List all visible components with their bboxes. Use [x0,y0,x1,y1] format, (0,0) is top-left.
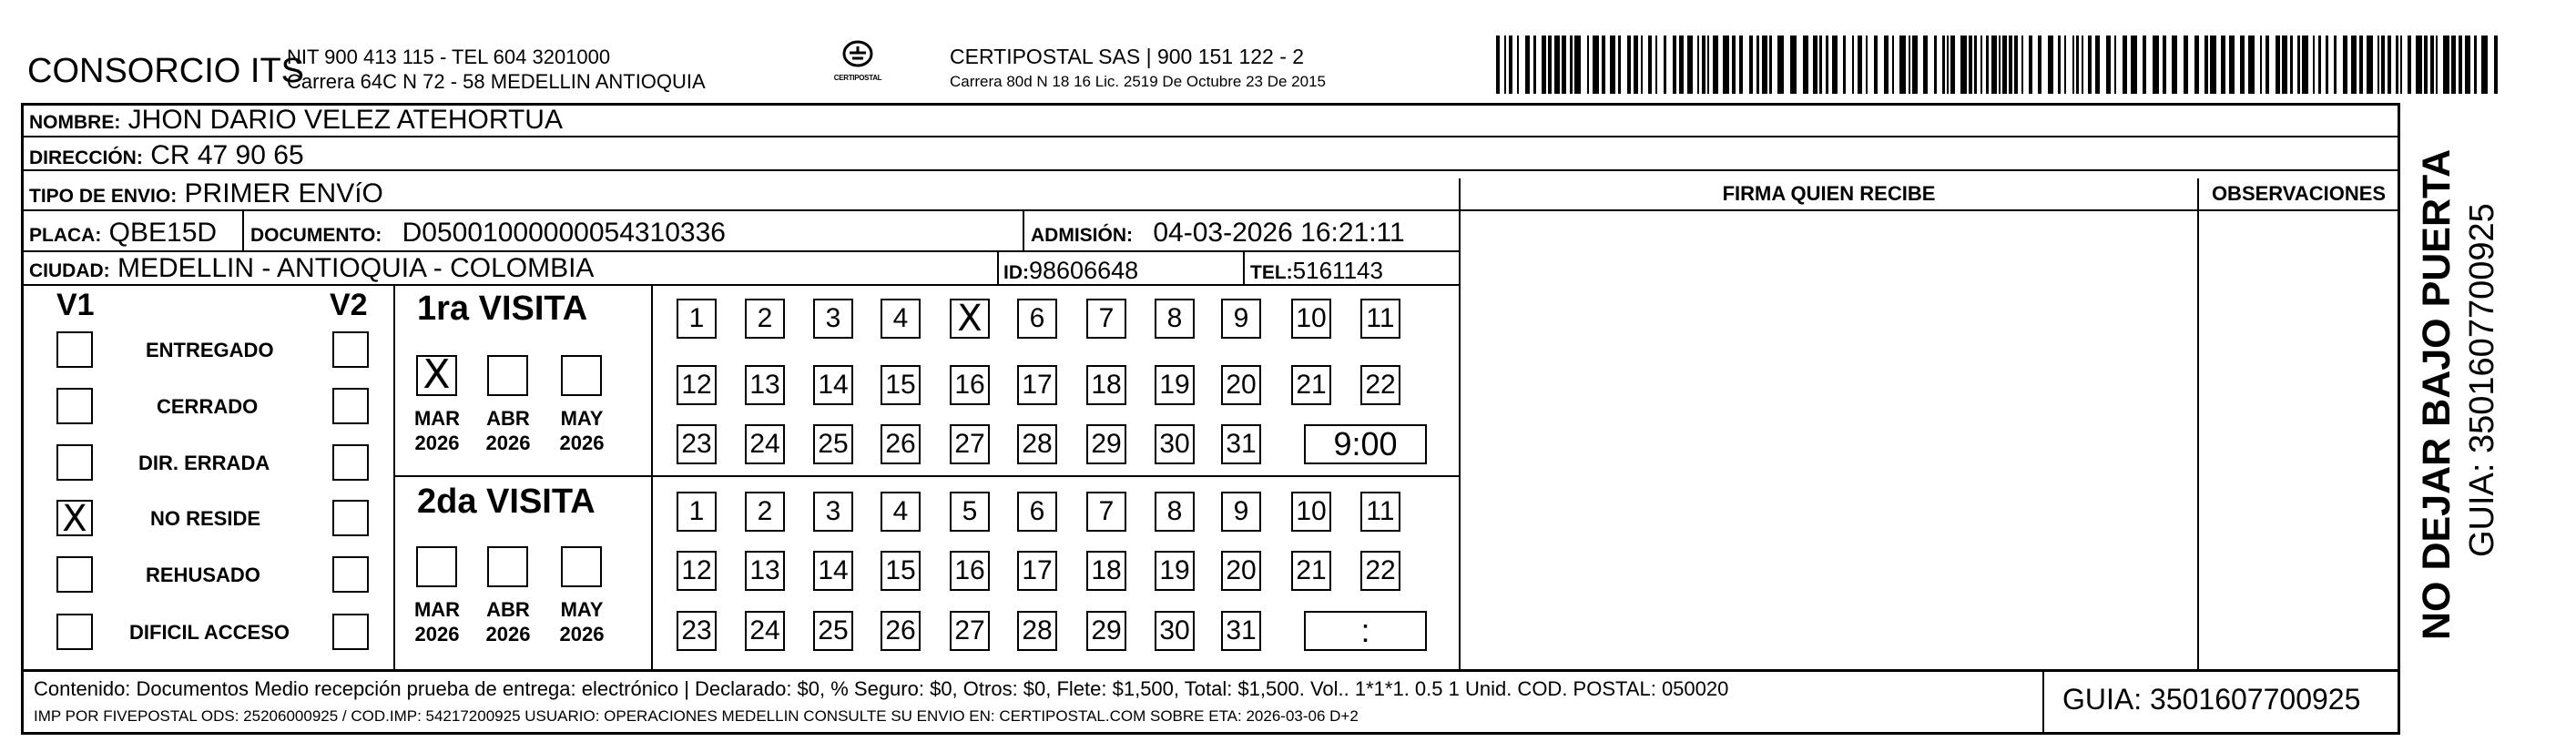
barcode-stripe [2082,36,2083,94]
barcode-stripe [1697,36,1699,94]
barcode-stripe [1950,36,1955,94]
barcode-stripe [2388,36,2391,94]
v1-header: V1 [56,288,95,322]
day-box[interactable]: 24 [745,424,785,464]
month-mark: X [423,351,451,398]
logo-icon [840,38,876,69]
day-box[interactable]: 28 [1017,424,1057,464]
barcode-icon [1496,36,2504,94]
barcode-stripe [1570,36,1573,94]
day-box[interactable]: 15 [881,551,921,591]
day-box[interactable]: 12 [677,365,717,405]
barcode-stripe [1813,36,1817,94]
visit-title: 1ra VISITA [417,290,588,328]
day-box[interactable]: 9 [1221,299,1261,339]
day-box[interactable]: 20 [1221,551,1261,591]
day-box[interactable]: 27 [950,611,990,651]
barcode-stripe [1986,36,1989,94]
barcode-stripe [2260,36,2262,94]
barcode-stripe [1517,36,1519,94]
day-box[interactable]: 1 [677,299,717,339]
barcode-stripe [1496,36,1500,94]
v2-checkbox[interactable] [332,444,369,481]
barcode-stripe [1991,36,1997,94]
month-name: ABR [486,407,530,430]
day-box[interactable]: 16 [950,551,990,591]
barcode-stripe [1533,36,1536,94]
barcode-stripe [1634,36,1638,94]
day-box[interactable]: 14 [813,551,853,591]
barcode-stripe [2367,36,2373,94]
address-row [29,141,304,173]
barcode-stripe [1947,36,1949,94]
day-box[interactable]: 21 [1291,551,1331,591]
name-label: NOMBRE: [29,112,121,133]
barcode-stripe [2282,36,2287,94]
company-info [287,45,706,94]
day-box[interactable]: 5 [950,492,990,532]
month-checkbox[interactable] [561,355,602,396]
month-checkbox[interactable] [416,546,457,587]
day-box[interactable]: 17 [1017,551,1057,591]
type-label: TIPO DE ENVIO: [29,186,178,207]
barcode-stripe [2400,36,2402,94]
v2-header: V2 [330,288,368,322]
barcode-stripe [1655,36,1657,94]
day-box[interactable]: 3 [813,299,853,339]
v2-checkbox[interactable] [332,556,369,593]
barcode-stripe [1627,36,1631,94]
v1-checkbox[interactable] [56,444,93,481]
v1-checkbox[interactable] [56,498,93,540]
barcode-stripe [2194,36,2199,94]
barcode-stripe [2265,36,2269,94]
v1-checkbox[interactable] [56,556,93,593]
carrier-info [950,45,1326,94]
side-guide: GUIA: 3501607700925 [2463,203,2501,557]
shipment-type-row [29,179,383,211]
month-name: MAY [560,407,604,430]
barcode-stripe [2248,36,2255,94]
logo-text: CERTIPOSTAL [833,74,882,82]
barcode-stripe [2297,36,2300,94]
status-label: REHUSADO [146,564,260,586]
day-box[interactable]: 13 [745,551,785,591]
barcode-stripe [2424,36,2428,94]
day-box[interactable]: 25 [813,611,853,651]
barcode-stripe [2481,36,2488,94]
id-value: 98606648 [1029,257,1139,284]
barcode-stripe [1909,36,1910,94]
month-label [476,597,540,646]
barcode-stripe [2302,36,2308,94]
day-box[interactable]: 8 [1155,492,1195,532]
company-address: Carrera 64C N 72 - 58 MEDELLIN ANTIOQUIA [287,70,706,93]
barcode-stripe [2459,36,2462,94]
barcode-stripe [2163,36,2166,94]
day-box[interactable]: 31 [1221,424,1261,464]
barcode-stripe [1525,36,1530,94]
barcode-stripe [2021,36,2023,94]
day-box[interactable]: 1 [677,492,717,532]
barcode-stripe [1969,36,1972,94]
tel-row [1250,256,1383,288]
month-year: 2026 [414,623,460,645]
day-box[interactable]: 11 [1360,299,1400,339]
barcode-stripe [1509,36,1512,94]
day-box[interactable]: 19 [1155,551,1195,591]
barcode-stripe [1923,36,1928,94]
city-value: MEDELLIN - ANTIOQUIA - COLOMBIA [117,253,595,283]
barcode-stripe [2318,36,2321,94]
city-label: CIUDAD: [29,260,110,281]
barcode-stripe [2474,36,2477,94]
day-box[interactable]: 11 [1360,492,1400,532]
barcode-stripe [2343,36,2347,94]
day-box[interactable]: 7 [1086,492,1126,532]
plate-value: QBE15D [108,218,218,248]
month-label [476,406,540,455]
day-box[interactable]: 30 [1155,424,1195,464]
day-box[interactable]: 12 [677,551,717,591]
barcode-stripe [1884,36,1889,94]
v2-checkbox[interactable] [332,614,369,650]
barcode-stripe [2002,36,2007,94]
admission-value: 04-03-2026 16:21:11 [1153,218,1405,248]
day-box[interactable]: 10 [1291,492,1331,532]
barcode-stripe [1843,36,1846,94]
day-box[interactable]: 23 [677,611,717,651]
recipient-name-row [29,106,563,137]
day-box[interactable]: 13 [745,365,785,405]
barcode-stripe [2416,36,2422,94]
barcode-stripe [2123,36,2127,94]
barcode-stripe [2114,36,2116,94]
status-label: DIFICIL ACCESO [129,621,290,644]
certipostal-logo [830,38,885,98]
month-year: 2026 [559,623,605,645]
barcode-stripe [2058,36,2061,94]
day-box[interactable]: 18 [1086,551,1126,591]
month-name: MAY [560,598,604,621]
month-checkbox[interactable] [487,355,528,396]
barcode-stripe [1648,36,1652,94]
barcode-stripe [1562,36,1566,94]
visit-time-box[interactable]: : [1304,611,1427,651]
day-box[interactable]: 22 [1360,551,1400,591]
barcode-stripe [1912,36,1918,94]
id-label: ID: [1003,262,1029,283]
barcode-stripe [1707,36,1709,94]
barcode-stripe [2048,36,2053,94]
status-label: ENTREGADO [146,339,274,361]
observations-column-header: OBSERVACIONES [2211,182,2387,205]
barcode-stripe [2396,36,2398,94]
day-box[interactable]: 26 [881,424,921,464]
barcode-stripe [1819,36,1822,94]
tel-value: 5161143 [1292,257,1383,284]
barcode-stripe [1542,36,1546,94]
barcode-stripe [1999,36,2001,94]
barcode-stripe [2240,36,2245,94]
barcode-stripe [2313,36,2315,94]
day-box[interactable]: 9 [1221,492,1261,532]
city-row [29,254,594,286]
barcode-stripe [1756,36,1759,94]
barcode-stripe [1723,36,1729,94]
month-label [550,406,614,455]
barcode-stripe [1980,36,1982,94]
day-box[interactable]: 17 [1017,365,1057,405]
address-label: DIRECCIÓN: [29,147,143,168]
barcode-stripe [2064,36,2066,94]
v1-checkbox[interactable] [56,614,93,650]
footer-guide: GUIA: 3501607700925 [2062,683,2361,716]
barcode-stripe [2326,36,2328,94]
barcode-stripe [1790,36,1797,94]
day-box[interactable]: 2 [745,492,785,532]
visit-title: 2da VISITA [417,483,596,521]
v1-checkbox[interactable] [56,388,93,424]
day-box[interactable]: 28 [1017,611,1057,651]
barcode-stripe [1974,36,1977,94]
barcode-stripe [2290,36,2293,94]
recipient-address: CR 47 90 65 [150,140,304,170]
barcode-stripe [1934,36,1937,94]
barcode-stripe [2184,36,2188,94]
footer-content: Contenido: Documentos Medio recepción prueba de entrega: electrónico | Declarado: $0, % Seguro: $0, Otros: $0, Flete: $1,500, Total: $1,500. Vol.. 1*1*1. 0.5 1 Unid. COD. POSTAL: 050020 [34,677,1729,700]
day-box[interactable]: 21 [1291,365,1331,405]
status-label: CERRADO [157,395,259,418]
barcode-stripe [2106,36,2111,94]
barcode-stripe [2221,36,2225,94]
barcode-stripe [1641,36,1643,94]
signature-column-header: FIRMA QUIEN RECIBE [1722,182,1936,205]
barcode-stripe [2443,36,2449,94]
barcode-stripe [2143,36,2146,94]
barcode-stripe [1852,36,1854,94]
barcode-stripe [1960,36,1967,94]
visit-time-box[interactable]: 9:00 [1304,424,1427,464]
day-box[interactable]: 29 [1086,611,1126,651]
day-box[interactable]: 16 [950,365,990,405]
day-box[interactable]: 26 [881,611,921,651]
barcode-stripe [1687,36,1693,94]
barcode-stripe [1574,36,1581,94]
document-row [250,218,726,250]
barcode-stripe [1618,36,1621,94]
barcode-stripe [1832,36,1838,94]
barcode-stripe [1749,36,1753,94]
barcode-stripe [2210,36,2216,94]
barcode-stripe [2381,36,2385,94]
barcode-stripe [2451,36,2456,94]
day-box[interactable]: 31 [1221,611,1261,651]
month-year: 2026 [414,432,460,454]
document-label: DOCUMENTO: [250,225,382,246]
v2-checkbox[interactable] [332,331,369,368]
admission-label: ADMISIÓN: [1031,225,1133,246]
barcode-stripe [2436,36,2438,94]
day-box[interactable]: 18 [1086,365,1126,405]
barcode-stripe [2377,36,2379,94]
barcode-stripe [1732,36,1736,94]
day-box[interactable]: 6 [1017,299,1057,339]
barcode-stripe [2072,36,2074,94]
month-checkbox[interactable] [416,351,457,398]
barcode-stripe [1769,36,1772,94]
day-box[interactable]: X [950,299,990,339]
barcode-stripe [2088,36,2092,94]
status-label: DIR. ERRADA [138,452,270,474]
day-box[interactable]: 6 [1017,492,1057,532]
barcode-stripe [1777,36,1784,94]
day-box[interactable]: 22 [1360,365,1400,405]
status-label: NO RESIDE [150,507,261,530]
plate-row [29,218,217,250]
barcode-stripe [2465,36,2470,94]
side-notice: NO DEJAR BAJO PUERTA [2415,148,2459,640]
document-value: D05001000000054310336 [402,218,726,248]
month-year: 2026 [485,623,531,645]
company-nit: NIT 900 413 115 - TEL 604 3201000 [287,46,611,68]
barcode-stripe [2038,36,2041,94]
company-name: CONSORCIO ITS [27,52,305,90]
month-label [405,406,469,455]
v2-checkbox[interactable] [332,500,369,536]
v1-mark: X [62,498,87,540]
barcode-stripe [1866,36,1868,94]
barcode-stripe [1593,36,1599,94]
barcode-stripe [1899,36,1906,94]
barcode-stripe [1826,36,1828,94]
barcode-stripe [2494,36,2498,94]
barcode-stripe [1548,36,1552,94]
id-row [1003,256,1138,288]
barcode-stripe [1673,36,1676,94]
barcode-stripe [2334,36,2337,94]
barcode-stripe [1679,36,1684,94]
barcode-stripe [2204,36,2208,94]
barcode-stripe [2029,36,2032,94]
barcode-stripe [2359,36,2363,94]
admission-row [1031,218,1405,250]
month-year: 2026 [559,432,605,454]
barcode-stripe [1942,36,1945,94]
barcode-stripe [2076,36,2079,94]
day-box[interactable]: 14 [813,365,853,405]
month-name: MAR [413,598,461,621]
barcode-stripe [1702,36,1705,94]
month-checkbox[interactable] [561,546,602,587]
barcode-stripe [1587,36,1589,94]
day-box[interactable]: 30 [1155,611,1195,651]
barcode-stripe [1610,36,1615,94]
day-box[interactable]: 23 [677,424,717,464]
day-box[interactable]: 27 [950,424,990,464]
month-year: 2026 [485,432,531,454]
month-label [405,597,469,646]
day-box[interactable]: 15 [881,365,921,405]
barcode-stripe [1554,36,1560,94]
barcode-stripe [1602,36,1605,94]
footer-print-info: IMP POR FIVEPOSTAL ODS: 25206000925 / COD.IMP: 54217200925 USUARIO: OPERACIONES MEDELLIN CONSULTE SU ENVIO EN: CERTIPOSTAL.COM SOBRE ETA: 2026-03-06 D+2 [34,707,1359,725]
barcode-stripe [1892,36,1894,94]
month-name: MAR [413,407,461,430]
plate-label: PLACA: [29,225,102,246]
barcode-stripe [2229,36,2235,94]
barcode-stripe [2172,36,2177,94]
carrier-name: CERTIPOSTAL SAS | 900 151 122 - 2 [950,45,1305,68]
recipient-name: JHON DARIO VELEZ ATEHORTUA [127,105,563,135]
barcode-stripe [1803,36,1808,94]
day-box[interactable]: 20 [1221,365,1261,405]
shipment-type: PRIMER ENVíO [184,178,383,208]
barcode-stripe [2351,36,2357,94]
day-box[interactable]: 25 [813,424,853,464]
barcode-stripe [2153,36,2159,94]
barcode-stripe [1739,36,1743,94]
barcode-stripe [1713,36,1718,94]
day-box[interactable]: 8 [1155,299,1195,339]
day-box[interactable]: 29 [1086,424,1126,464]
barcode-stripe [2131,36,2137,94]
barcode-stripe [2095,36,2100,94]
barcode-stripe [2408,36,2411,94]
month-name: ABR [486,598,530,621]
day-box[interactable]: 4 [881,492,921,532]
v2-checkbox[interactable] [332,388,369,424]
barcode-stripe [1504,36,1506,94]
barcode-stripe [2009,36,2012,94]
day-box[interactable]: 7 [1086,299,1126,339]
day-box[interactable]: 2 [745,299,785,339]
month-checkbox[interactable] [487,546,528,587]
barcode-stripe [2014,36,2018,94]
day-box[interactable]: 4 [881,299,921,339]
barcode-stripe [2276,36,2280,94]
barcode-stripe [2430,36,2434,94]
day-box[interactable]: 19 [1155,365,1195,405]
day-box[interactable]: 3 [813,492,853,532]
day-box[interactable]: 24 [745,611,785,651]
barcode-stripe [1762,36,1767,94]
carrier-license: Carrera 80d N 18 16 Lic. 2519 De Octubre 23 De 2015 [950,73,1326,90]
barcode-stripe [1858,36,1862,94]
v1-checkbox[interactable] [56,331,93,368]
barcode-stripe [1664,36,1666,94]
barcode-stripe [1874,36,1878,94]
day-box[interactable]: 10 [1291,299,1331,339]
tel-label: TEL: [1250,262,1293,283]
month-label [550,597,614,646]
